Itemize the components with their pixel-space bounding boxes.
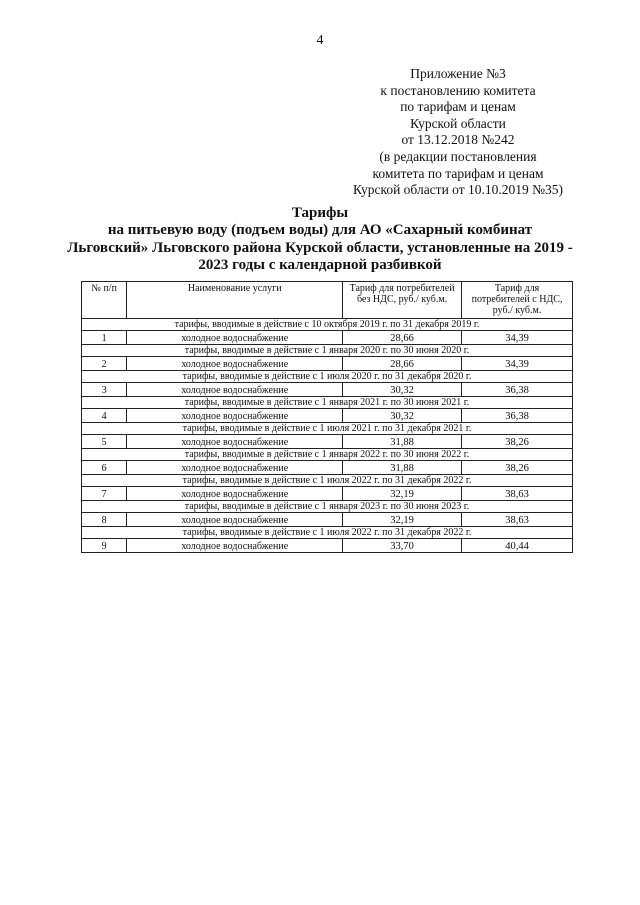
title-heading: Тарифы bbox=[291, 205, 349, 221]
row-service: холодное водоснабжение bbox=[127, 513, 343, 527]
period-row bbox=[82, 527, 573, 539]
row-tariff-no-vat: 31,88 bbox=[343, 461, 462, 475]
period-label: тарифы, вводимые в действие с 1 июля 2022 г. по 31 декабря 2022 г. bbox=[82, 475, 573, 487]
row-num: 8 bbox=[82, 513, 127, 527]
table-row bbox=[82, 461, 573, 475]
table-row bbox=[82, 383, 573, 397]
table-row bbox=[82, 487, 573, 501]
period-row bbox=[82, 319, 573, 331]
title-line: на питьевую воду (подъем воды) для АО «Сахарный комбинат bbox=[107, 222, 533, 239]
row-tariff-no-vat: 30,32 bbox=[343, 383, 462, 397]
row-tariff-vat: 40,44 bbox=[462, 539, 573, 553]
appendix-line: комитета по тарифам и ценам bbox=[372, 165, 544, 181]
row-tariff-vat: 34,39 bbox=[462, 357, 573, 371]
row-service: холодное водоснабжение bbox=[127, 357, 343, 371]
page-number: 4 bbox=[316, 33, 324, 48]
row-tariff-vat: 38,26 bbox=[462, 435, 573, 449]
table-row bbox=[82, 539, 573, 553]
row-service: холодное водоснабжение bbox=[127, 383, 343, 397]
appendix-line: (в редакции постановления bbox=[379, 148, 537, 164]
period-label: тарифы, вводимые в действие с 1 января 2020 г. по 30 июня 2020 г. bbox=[82, 345, 573, 357]
title-line: Льговский» Льговского района Курской области, установленные на 2019 - bbox=[67, 239, 573, 256]
row-tariff-no-vat: 30,32 bbox=[343, 409, 462, 423]
row-num: 4 bbox=[82, 409, 127, 423]
period-row bbox=[82, 371, 573, 383]
appendix-line: Курской области bbox=[410, 115, 506, 131]
row-tariff-no-vat: 28,66 bbox=[343, 357, 462, 371]
table-row bbox=[82, 513, 573, 527]
period-row bbox=[82, 345, 573, 357]
header-tariff-no-vat: Тариф для потребителей без НДС, руб./ куб.м. bbox=[343, 282, 462, 319]
row-tariff-no-vat: 32,19 bbox=[343, 513, 462, 527]
row-service: холодное водоснабжение bbox=[127, 409, 343, 423]
table-header-row bbox=[82, 282, 573, 319]
period-row bbox=[82, 423, 573, 435]
row-tariff-no-vat: 32,19 bbox=[343, 487, 462, 501]
row-tariff-vat: 38,26 bbox=[462, 461, 573, 475]
row-num: 3 bbox=[82, 383, 127, 397]
row-service: холодное водоснабжение bbox=[127, 487, 343, 501]
row-tariff-vat: 36,38 bbox=[462, 383, 573, 397]
row-tariff-vat: 38,63 bbox=[462, 487, 573, 501]
header-num: № п/п bbox=[82, 282, 127, 319]
table-row bbox=[82, 331, 573, 345]
row-tariff-vat: 38,63 bbox=[462, 513, 573, 527]
row-service: холодное водоснабжение bbox=[127, 331, 343, 345]
row-num: 5 bbox=[82, 435, 127, 449]
period-label: тарифы, вводимые в действие с 1 июля 2022 г. по 31 декабря 2022 г. bbox=[82, 527, 573, 539]
row-tariff-vat: 36,38 bbox=[462, 409, 573, 423]
row-num: 9 bbox=[82, 539, 127, 553]
header-tariff-vat: Тариф для потребителей с НДС, руб./ куб.м. bbox=[462, 282, 573, 319]
row-num: 7 bbox=[82, 487, 127, 501]
row-num: 1 bbox=[82, 331, 127, 345]
tariff-table bbox=[81, 281, 573, 553]
period-label: тарифы, вводимые в действие с 1 января 2022 г. по 30 июня 2022 г. bbox=[82, 449, 573, 461]
period-label: тарифы, вводимые в действие с 1 июля 2021 г. по 31 декабря 2021 г. bbox=[82, 423, 573, 435]
period-label: тарифы, вводимые в действие с 1 января 2023 г. по 30 июня 2023 г. bbox=[82, 501, 573, 513]
period-row bbox=[82, 449, 573, 461]
title-line: 2023 годы с календарной разбивкой bbox=[198, 257, 442, 274]
period-label: тарифы, вводимые в действие с 1 января 2021 г. по 30 июня 2021 г. bbox=[82, 397, 573, 409]
row-tariff-vat: 34,39 bbox=[462, 331, 573, 345]
appendix-line: по тарифам и ценам bbox=[400, 99, 516, 115]
period-row bbox=[82, 397, 573, 409]
table-row bbox=[82, 409, 573, 423]
row-num: 2 bbox=[82, 357, 127, 371]
row-tariff-no-vat: 33,70 bbox=[343, 539, 462, 553]
appendix-line: Приложение №3 bbox=[410, 66, 506, 81]
row-tariff-no-vat: 31,88 bbox=[343, 435, 462, 449]
appendix-line: от 13.12.2018 №242 bbox=[401, 132, 515, 148]
table-row bbox=[82, 435, 573, 449]
appendix-block bbox=[340, 66, 576, 199]
row-tariff-no-vat: 28,66 bbox=[343, 331, 462, 345]
period-row bbox=[82, 501, 573, 513]
row-service: холодное водоснабжение bbox=[127, 539, 343, 553]
row-service: холодное водоснабжение bbox=[127, 461, 343, 475]
appendix-line: Курской области от 10.10.2019 №35) bbox=[352, 182, 564, 198]
row-num: 6 bbox=[82, 461, 127, 475]
header-name: Наименование услуги bbox=[127, 282, 343, 319]
table-row bbox=[82, 357, 573, 371]
period-label: тарифы, вводимые в действие с 10 октября 2019 г. по 31 декабря 2019 г. bbox=[82, 319, 573, 331]
appendix-line: к постановлению комитета bbox=[380, 82, 536, 98]
period-row bbox=[82, 475, 573, 487]
document-title bbox=[40, 205, 600, 275]
period-label: тарифы, вводимые в действие с 1 июля 2020 г. по 31 декабря 2020 г. bbox=[82, 371, 573, 383]
row-service: холодное водоснабжение bbox=[127, 435, 343, 449]
table-body bbox=[82, 319, 573, 553]
